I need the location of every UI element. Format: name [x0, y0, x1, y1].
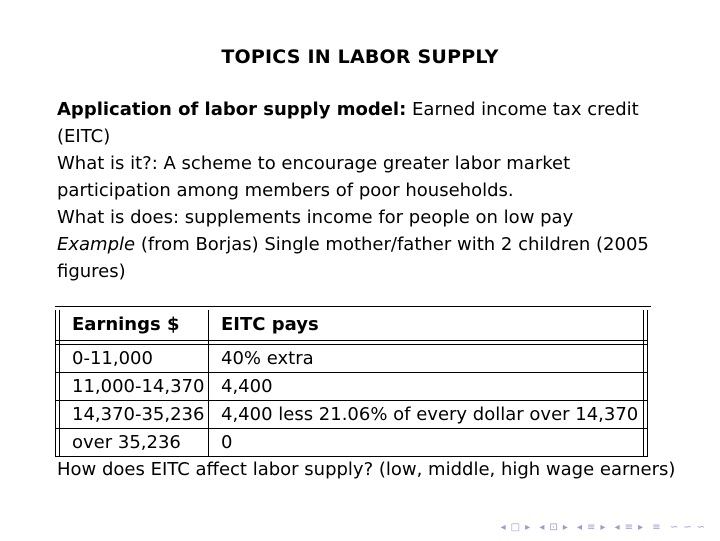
eitc-cell: 4,400: [209, 373, 648, 401]
nav-prev-section-icon[interactable]: ◂: [576, 522, 583, 533]
example-label: Example: [57, 234, 136, 255]
example-paragraph: [57, 231, 677, 285]
nav-appendix-icon[interactable]: ≡: [652, 522, 662, 533]
nav-section-icon[interactable]: ≡: [587, 522, 597, 533]
eitc-cell: 0: [209, 429, 648, 457]
earnings-cell: 0-11,000: [56, 345, 209, 373]
eitc-cell: 4,400 less 21.06% of every dollar over 14,370: [209, 401, 648, 429]
earnings-cell: 14,370-35,236: [56, 401, 209, 429]
nav-prev-doc-icon[interactable]: ◂: [614, 522, 621, 533]
nav-search-icon[interactable]: ∽: [669, 522, 680, 533]
example-text: (from Borjas) Single mother/father with 2 children (2005 figures): [57, 234, 649, 282]
slide-body: [57, 96, 677, 285]
what-is-it-paragraph: What is it?: A scheme to encourage greater labor market participation among members of poor households.: [57, 153, 571, 201]
nav-next-frame-icon[interactable]: ▸: [525, 522, 532, 533]
nav-prev-frame-icon[interactable]: ◂: [500, 522, 507, 533]
nav-back-icon[interactable]: ∽: [683, 522, 693, 533]
slide-title: TOPICS IN LABOR SUPPLY: [221, 46, 499, 68]
nav-forward-icon[interactable]: ∽: [696, 522, 706, 533]
application-paragraph: [57, 96, 677, 150]
table-row: [56, 373, 648, 401]
earnings-cell: over 35,236: [56, 429, 209, 457]
application-label: Application of labor supply model:: [57, 99, 407, 120]
nav-next-section-icon[interactable]: ▸: [600, 522, 607, 533]
table-row: [56, 429, 648, 457]
nav-prev-subsection-icon[interactable]: ◂: [539, 522, 546, 533]
table-header-row: [56, 310, 648, 341]
question-paragraph: How does EITC affect labor supply? (low, middle, high wage earners): [57, 459, 676, 480]
table-row: [56, 345, 648, 373]
nav-doc-icon[interactable]: ≡: [624, 522, 635, 533]
nav-next-doc-icon[interactable]: ▸: [638, 522, 645, 533]
nav-frame-icon[interactable]: □: [510, 522, 522, 533]
earnings-cell: 11,000-14,370: [56, 373, 209, 401]
eitc-table: [55, 310, 648, 457]
table-row: [56, 401, 648, 429]
eitc-table-wrap: [55, 306, 651, 457]
header-eitc-pays: EITC pays: [209, 310, 648, 341]
what-does-paragraph: What is does: supplements income for people on low pay: [57, 207, 574, 228]
header-earnings: Earnings $: [56, 310, 209, 341]
application-text: Earned income tax credit (EITC): [57, 99, 639, 147]
beamer-navigation: [497, 522, 706, 533]
nav-subsection-icon[interactable]: ⊡: [549, 522, 559, 533]
follow-up-question: [57, 456, 677, 483]
eitc-cell: 40% extra: [209, 345, 648, 373]
nav-next-subsection-icon[interactable]: ▸: [562, 522, 569, 533]
